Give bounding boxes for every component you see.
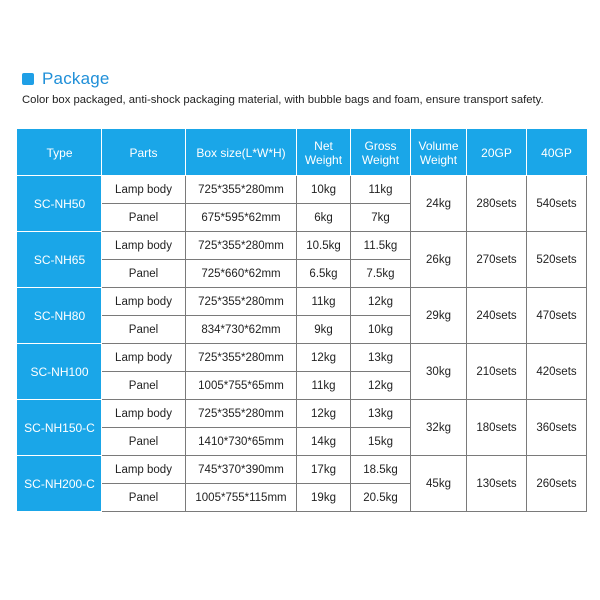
part-cell: Panel [102, 204, 186, 232]
net-weight-cell: 6.5kg [297, 260, 351, 288]
header-20gp: 20GP [467, 130, 527, 176]
box-size-cell: 745*370*390mm [186, 456, 297, 484]
net-weight-cell: 9kg [297, 316, 351, 344]
part-cell: Panel [102, 260, 186, 288]
header-box-size: Box size(L*W*H) [186, 130, 297, 176]
box-size-cell: 725*355*280mm [186, 176, 297, 204]
gross-weight-cell: 10kg [351, 316, 411, 344]
part-cell: Panel [102, 428, 186, 456]
gp40-cell: 360sets [527, 400, 587, 456]
section-title: Package [42, 69, 110, 88]
part-cell: Panel [102, 372, 186, 400]
square-bullet-icon [22, 73, 34, 85]
part-cell: Lamp body [102, 288, 186, 316]
box-size-cell: 725*355*280mm [186, 400, 297, 428]
gp40-cell: 260sets [527, 456, 587, 512]
part-cell: Panel [102, 484, 186, 512]
header-type: Type [18, 130, 102, 176]
box-size-cell: 725*355*280mm [186, 232, 297, 260]
volume-weight-cell: 30kg [411, 344, 467, 400]
header-40gp: 40GP [527, 130, 587, 176]
net-weight-cell: 17kg [297, 456, 351, 484]
part-cell: Lamp body [102, 456, 186, 484]
box-size-cell: 725*660*62mm [186, 260, 297, 288]
net-weight-cell: 6kg [297, 204, 351, 232]
net-weight-cell: 14kg [297, 428, 351, 456]
gross-weight-cell: 15kg [351, 428, 411, 456]
net-weight-cell: 12kg [297, 344, 351, 372]
header-volume-weight: Volume Weight [411, 130, 467, 176]
gross-weight-cell: 11.5kg [351, 232, 411, 260]
table-row [18, 400, 587, 428]
box-size-cell: 834*730*62mm [186, 316, 297, 344]
gross-weight-cell: 13kg [351, 400, 411, 428]
gp40-cell: 540sets [527, 176, 587, 232]
volume-weight-cell: 26kg [411, 232, 467, 288]
gp40-cell: 420sets [527, 344, 587, 400]
net-weight-cell: 19kg [297, 484, 351, 512]
net-weight-cell: 11kg [297, 288, 351, 316]
gross-weight-cell: 7.5kg [351, 260, 411, 288]
gp20-cell: 130sets [467, 456, 527, 512]
net-weight-cell: 11kg [297, 372, 351, 400]
net-weight-cell: 10kg [297, 176, 351, 204]
volume-weight-cell: 32kg [411, 400, 467, 456]
net-weight-cell: 10.5kg [297, 232, 351, 260]
header-gross-weight: Gross Weight [351, 130, 411, 176]
package-table [17, 129, 587, 512]
part-cell: Lamp body [102, 344, 186, 372]
model-type-cell: SC-NH65 [18, 232, 102, 288]
box-size-cell: 1005*755*115mm [186, 484, 297, 512]
part-cell: Lamp body [102, 400, 186, 428]
model-type-cell: SC-NH50 [18, 176, 102, 232]
box-size-cell: 725*355*280mm [186, 288, 297, 316]
volume-weight-cell: 24kg [411, 176, 467, 232]
volume-weight-cell: 29kg [411, 288, 467, 344]
box-size-cell: 675*595*62mm [186, 204, 297, 232]
gross-weight-cell: 12kg [351, 288, 411, 316]
gp40-cell: 520sets [527, 232, 587, 288]
gross-weight-cell: 18.5kg [351, 456, 411, 484]
part-cell: Panel [102, 316, 186, 344]
model-type-cell: SC-NH150-C [18, 400, 102, 456]
header-net-weight: Net Weight [297, 130, 351, 176]
volume-weight-cell: 45kg [411, 456, 467, 512]
gp40-cell: 470sets [527, 288, 587, 344]
table-header-row [18, 130, 587, 176]
table-row [18, 176, 587, 204]
gp20-cell: 210sets [467, 344, 527, 400]
model-type-cell: SC-NH80 [18, 288, 102, 344]
gp20-cell: 270sets [467, 232, 527, 288]
table-row [18, 232, 587, 260]
table-row [18, 456, 587, 484]
part-cell: Lamp body [102, 232, 186, 260]
box-size-cell: 725*355*280mm [186, 344, 297, 372]
header-parts: Parts [102, 130, 186, 176]
gross-weight-cell: 20.5kg [351, 484, 411, 512]
gross-weight-cell: 13kg [351, 344, 411, 372]
part-cell: Lamp body [102, 176, 186, 204]
gp20-cell: 280sets [467, 176, 527, 232]
table-row [18, 344, 587, 372]
net-weight-cell: 12kg [297, 400, 351, 428]
box-size-cell: 1005*755*65mm [186, 372, 297, 400]
model-type-cell: SC-NH200-C [18, 456, 102, 512]
gross-weight-cell: 11kg [351, 176, 411, 204]
table-row [18, 288, 587, 316]
gross-weight-cell: 12kg [351, 372, 411, 400]
box-size-cell: 1410*730*65mm [186, 428, 297, 456]
gross-weight-cell: 7kg [351, 204, 411, 232]
model-type-cell: SC-NH100 [18, 344, 102, 400]
section-heading [22, 69, 110, 89]
gp20-cell: 180sets [467, 400, 527, 456]
gp20-cell: 240sets [467, 288, 527, 344]
section-description: Color box packaged, anti-shock packaging material, with bubble bags and foam, ensure transport safety. [22, 94, 544, 106]
